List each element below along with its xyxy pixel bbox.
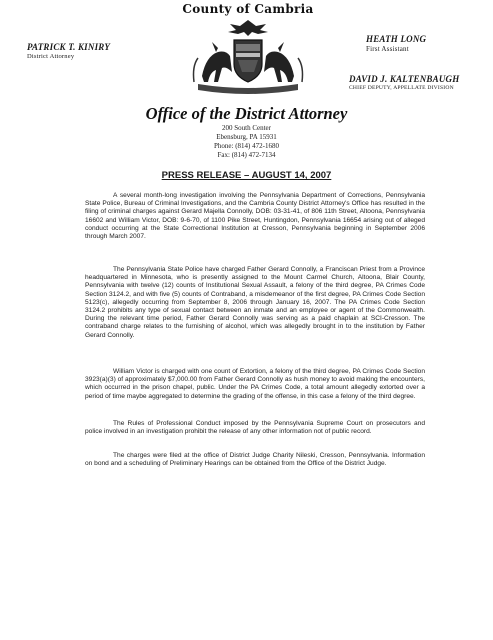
office-title: Office of the District Attorney	[145, 104, 348, 123]
release-paragraph-3: William Victor is charged with one count of Extortion, a felony of the third degree, PA Crimes Code Section 3923(a)(3) of approximately $7,000.00 from Father Gerard Connolly as hush money to avoid making the encounters, which occurred in the prison chapel, public. Under the PA Crimes Code, a total amount allegedly extorted over a period of time maybe aggregated to determine the grading of the offense, in this case a felony of the third degree.	[85, 368, 425, 400]
press-release-heading: PRESS RELEASE – AUGUST 14, 2007	[161, 170, 332, 181]
seal-emblem-icon	[188, 16, 308, 98]
office-fax: Fax: (814) 472-7134	[217, 151, 276, 159]
district-attorney-block	[27, 42, 167, 60]
chief-deputy-name: DAVID J. KALTENBAUGH	[349, 74, 460, 84]
chief-deputy-block	[349, 74, 489, 91]
office-phone: Phone: (814) 472-1680	[214, 142, 279, 150]
release-paragraph-2: The Pennsylvania State Police have charged Father Gerard Connolly, a Franciscan Priest from a Province headquartered in Minnesota, who is presently assigned to the Mount Carmel Church, Altoona, Blair County, Pennsylvania with twelve (12) counts of Institutional Sexual Assault, a felony of the third degree, PA Crimes Code Section 3124.2, and with five (5) counts of Contraband, a misdemeanor of the first degree, PA Crimes Code Section 5123(c), allegedly occurring from September 8, 2006 through January 16, 2007. The PA Crimes Code Section 3124.2 prohibits any type of sexual contact between an inmate and an employee or agent of the Commonwealth. During the relevant time period, Father Gerard Connolly was serving as a paid chaplain at SCI-Cresson. The contraband charge relates to the furnishing of alcohol, which was allegedly brought in to the institution by Father Gerard Connolly.	[85, 266, 425, 339]
first-assistant-block	[366, 34, 486, 53]
district-attorney-title: District Attorney	[27, 53, 75, 60]
chief-deputy-title: CHIEF DEPUTY, APPELLATE DIVISION	[349, 85, 454, 91]
first-assistant-title: First Assistant	[366, 45, 409, 53]
release-paragraph-5: The charges were filed at the office of District Judge Charity Nileski, Cresson, Pennsylvania. Information on bond and a scheduling of Preliminary Hearings can be obtained from the Office of the District Judge.	[85, 452, 425, 468]
release-paragraph-4: The Rules of Professional Conduct imposed by the Pennsylvania Supreme Court on prosecutors and police involved in an investigation prohibit the release of any other information not of public record.	[85, 420, 425, 436]
release-paragraph-1: A several month-long investigation involving the Pennsylvania Department of Corrections, Pennsylvania State Police, Bureau of Criminal Investigations, and the Cambria County District Attorney's Office has resulted in the filing of criminal charges against Gerard Majella Connolly, DOB: 03-31-41, of 806 11th Street, Altoona, Pennsylvania 16602 and William Victor, DOB: 9-6-70, of 1100 Pike Street, Huntingdon, Pennsylvania 16654 arising out of alleged conduct occurring at the State Correctional Institution at Cresson, Pennsylvania beginning in September 2006 through March 2007.	[85, 192, 425, 241]
first-assistant-name: HEATH LONG	[366, 34, 427, 44]
district-attorney-name: PATRICK T. KINIRY	[27, 42, 111, 52]
office-address-line-1: 200 South Center	[222, 124, 271, 132]
office-address-line-2: Ebensburg, PA 15931	[216, 133, 277, 141]
county-name: County of Cambria	[182, 2, 314, 16]
county-seal	[178, 2, 318, 98]
